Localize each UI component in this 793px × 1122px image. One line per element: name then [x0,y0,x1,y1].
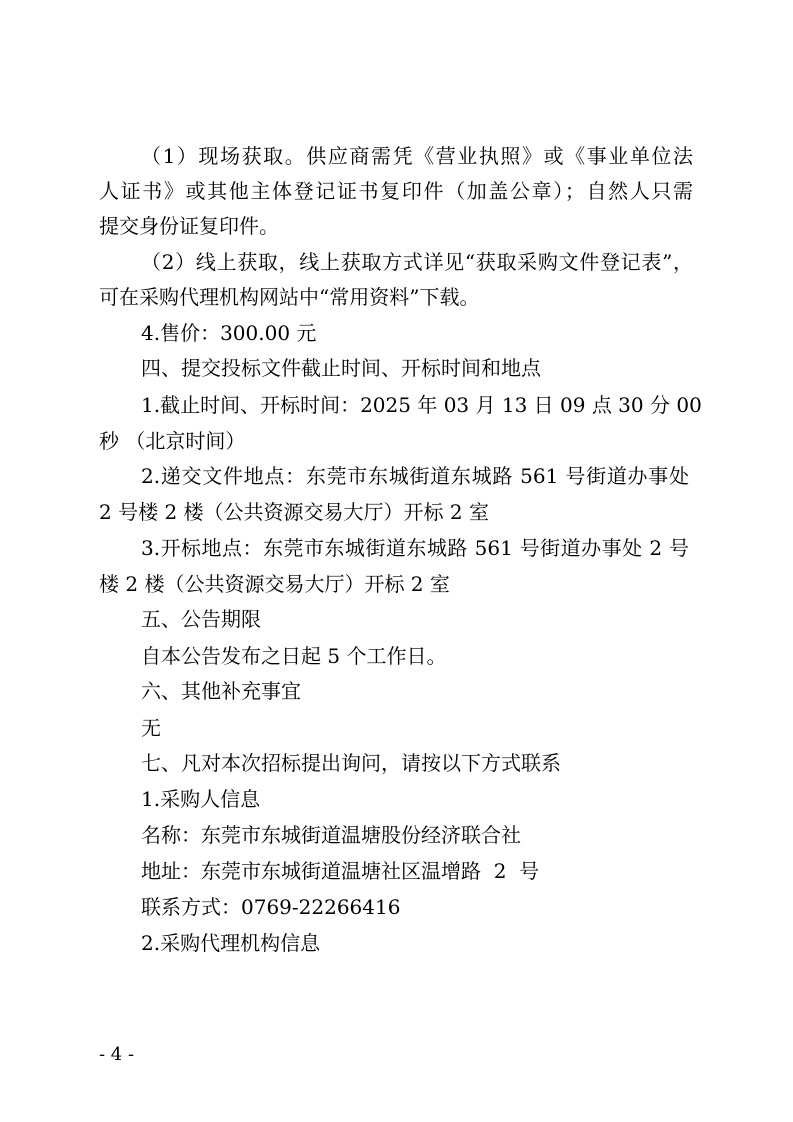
paragraph-line: 人证书》或其他主体登记证书复印件（加盖公章）；自然人只需 [99,179,693,203]
paragraph-line: 2.采购代理机构信息 [141,931,321,955]
paragraph-line: 自本公告发布之日起 5 个工作日。 [141,644,447,668]
paragraph-line: （2）线上获取，线上获取方式详见“获取采购文件登记表”， [141,250,693,274]
paragraph-line: （1）现场获取。供应商需凭《营业执照》或《事业单位法 [141,144,693,168]
page-number: - 4 - [99,1044,135,1065]
paragraph-line: 秒 （北京时间） [99,429,246,453]
contact-phone: 联系方式：0769-22266416 [141,895,401,919]
paragraph-line: 1.截止时间、开标时间：2025 年 03 月 13 日 09 点 30 分 00 [141,393,702,417]
paragraph-line: 无 [141,716,161,740]
contact-address: 地址：东莞市东城街道温塘社区温增路 2 号 [141,859,540,883]
paragraph-line: 2.递交文件地点：东莞市东城街道东城路 561 号街道办事处 [141,464,689,488]
section-heading: 四、提交投标文件截止时间、开标时间和地点 [141,356,541,380]
section-heading: 七、凡对本次招标提出询问，请按以下方式联系 [141,751,561,775]
paragraph-line: 提交身份证复印件。 [99,214,279,238]
price-line: 4.售价：300.00 元 [141,321,317,345]
contact-name: 名称：东莞市东城街道温塘股份经济联合社 [141,823,521,847]
paragraph-line: 2 号楼 2 楼（公共资源交易大厅）开标 2 室 [99,500,489,524]
section-heading: 六、其他补充事宜 [141,679,301,703]
paragraph-line: 可在采购代理机构网站中“常用资料”下载。 [99,285,480,309]
paragraph-line: 3.开标地点：东莞市东城街道东城路 561 号街道办事处 2 号 [141,536,689,560]
paragraph-line: 楼 2 楼（公共资源交易大厅）开标 2 室 [99,572,450,596]
section-heading: 五、公告期限 [141,607,261,631]
paragraph-line: 1.采购人信息 [141,787,261,811]
